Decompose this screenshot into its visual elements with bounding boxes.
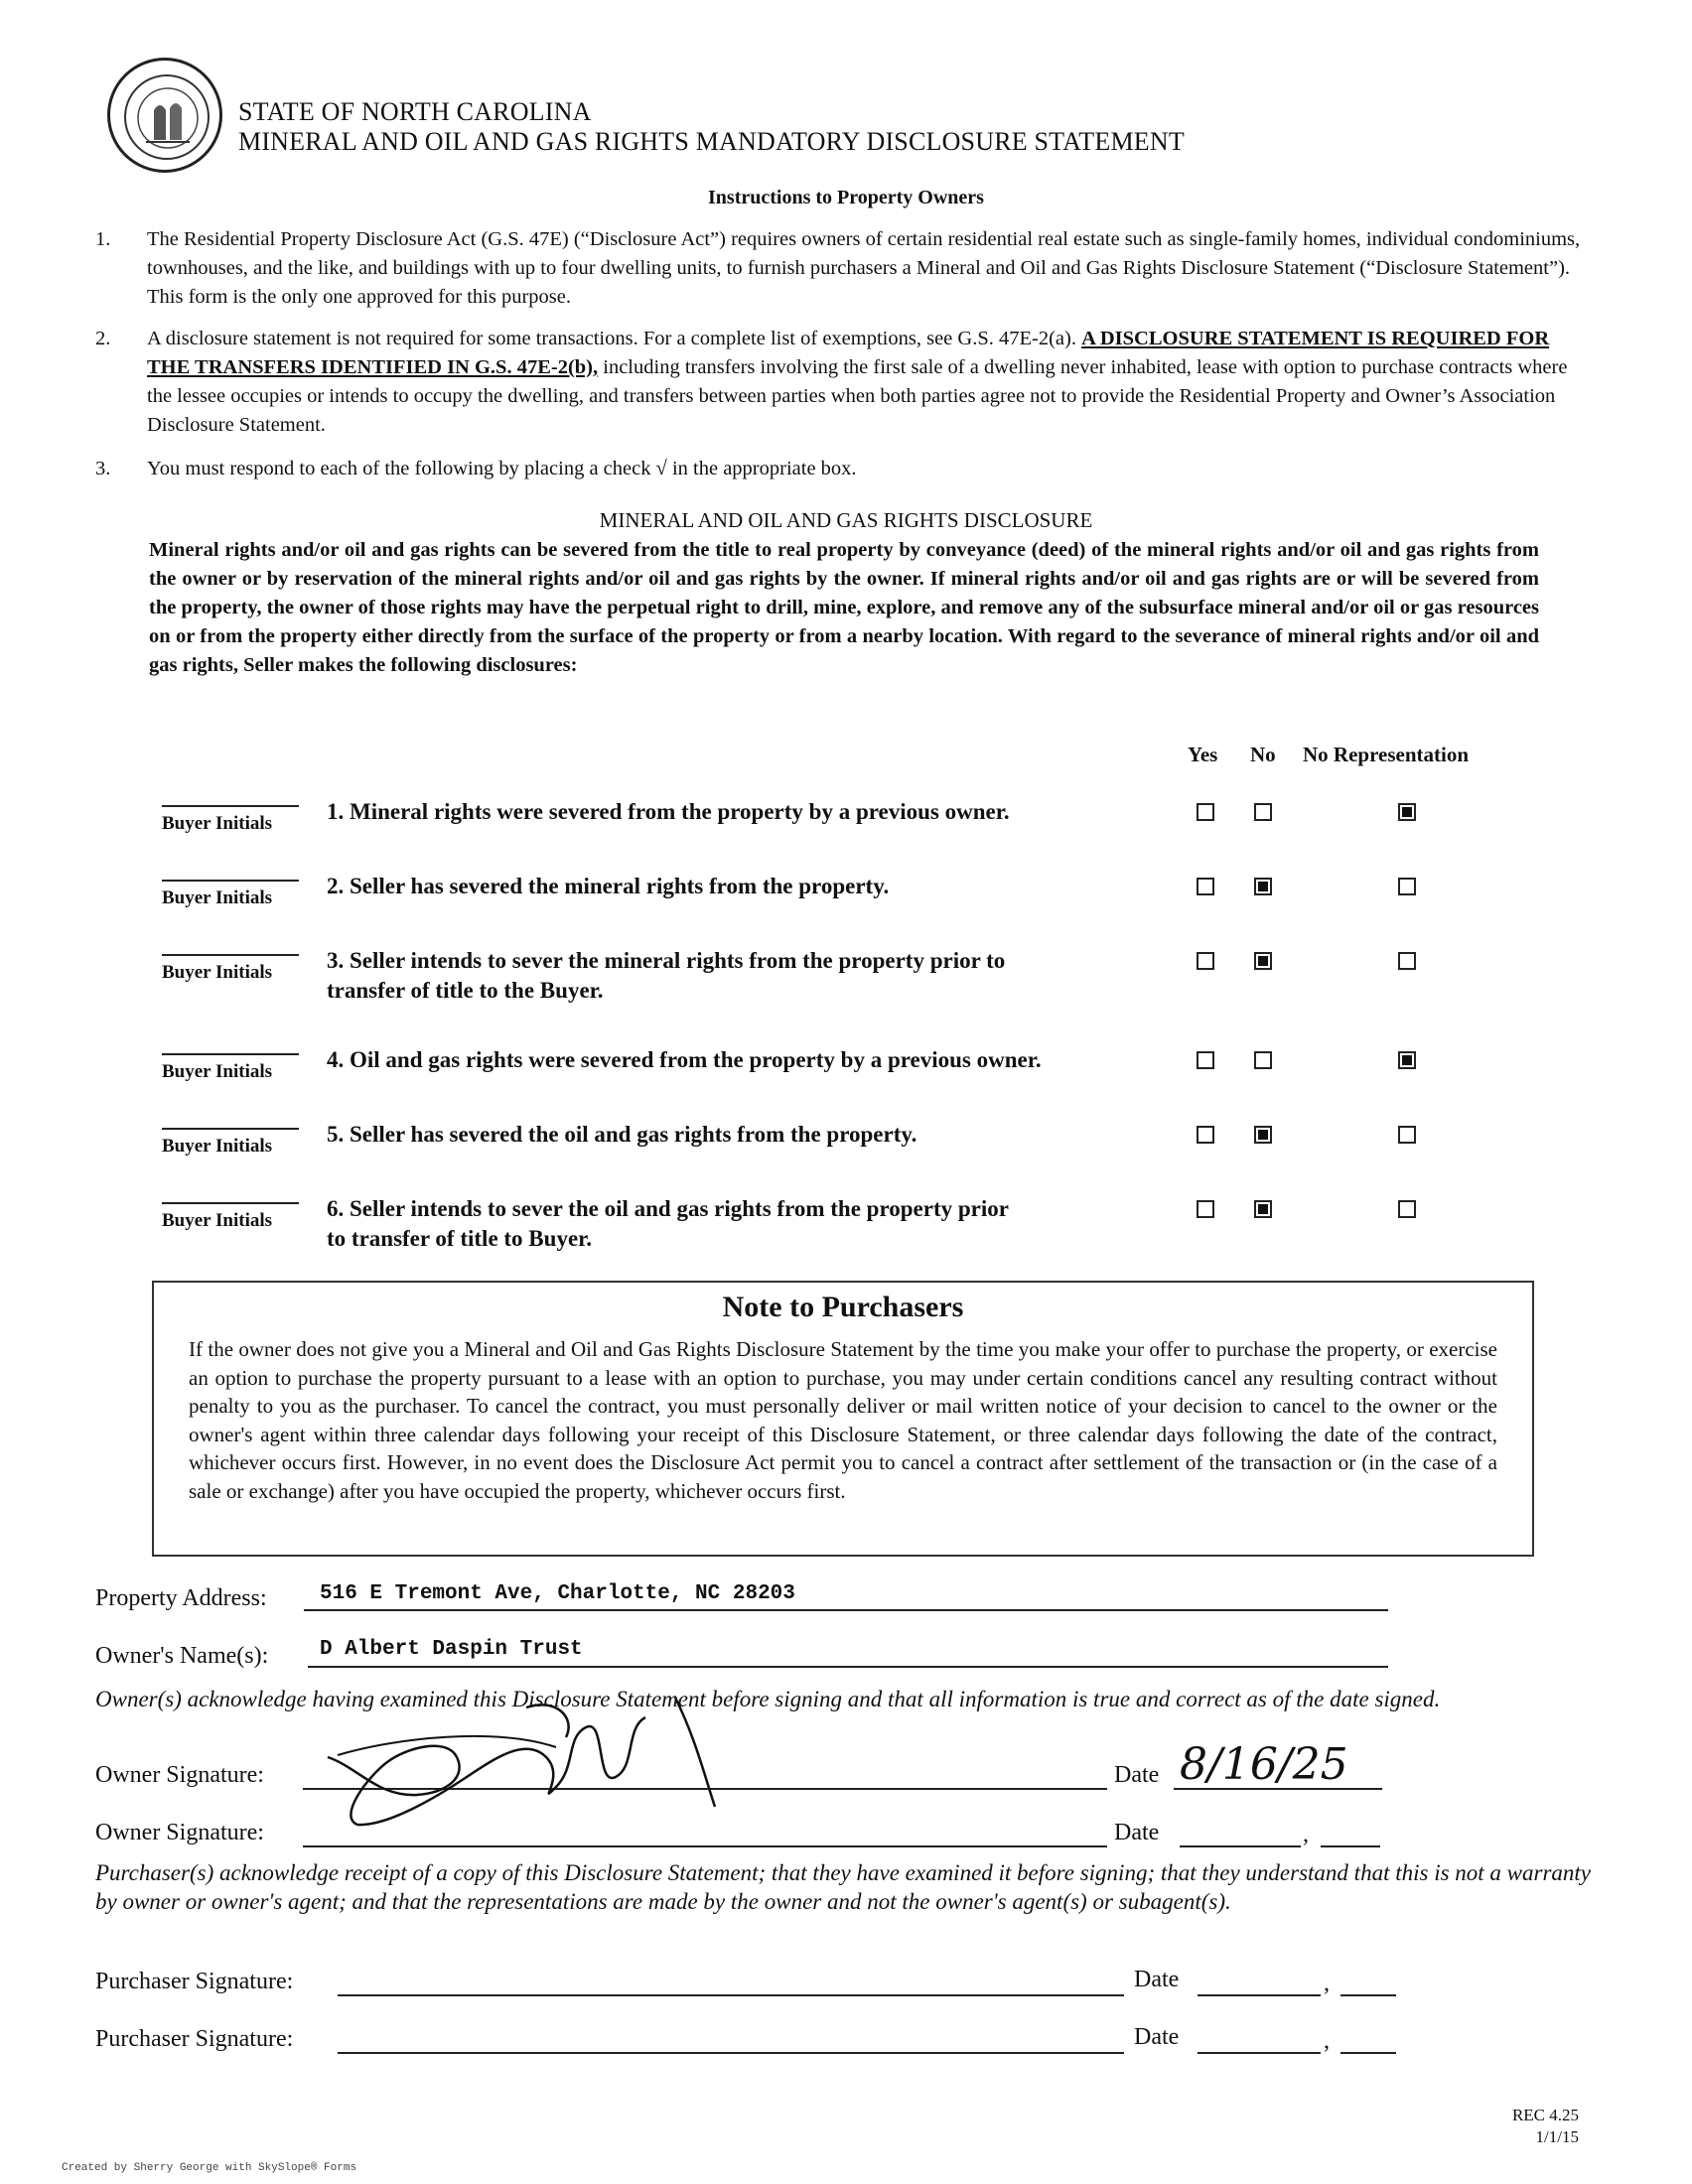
buyer-initials-line[interactable] — [162, 1053, 299, 1055]
owners-name-value: D Albert Daspin Trust — [320, 1638, 583, 1661]
buyer-initials-line[interactable] — [162, 1202, 299, 1204]
disclosure-statement-line-1: 1. Mineral rights were severed from the property by a previous owner. — [327, 799, 1010, 824]
purchaser-date-label-2: Date — [1134, 2024, 1180, 2050]
instruction-text-b: including transfers involving the first sale of a dwelling never inhabited, lease with option to purchase contracts where the lessee occupies or intends to occupy the dwelling, and transfers between parties when both parties agree not to provide the Residential Property and Owner’s Association Disclosure Statement. — [147, 356, 1568, 436]
checkbox-no[interactable] — [1254, 803, 1272, 821]
checkbox-yes[interactable] — [1197, 878, 1214, 895]
disclosure-statement — [327, 1194, 1171, 1254]
owner-signature-label-1: Owner Signature: — [95, 1762, 264, 1788]
purchaser-acknowledgement: Purchaser(s) acknowledge receipt of a copy of this Disclosure Statement; that they have examined it before signing; that they understand that this is not a warranty by owner or owner's agent; and that the representations are made by the owner and not the owner's agent(s) or subagent(s). — [95, 1860, 1592, 1914]
column-header-yes: Yes — [1188, 743, 1218, 766]
state-seal-icon — [107, 58, 222, 173]
instruction-text — [147, 325, 1585, 440]
checkbox-yes[interactable] — [1197, 952, 1214, 970]
checkbox-no[interactable] — [1254, 878, 1272, 895]
buyer-initials-label: Buyer Initials — [162, 962, 273, 983]
property-address-label: Property Address: — [95, 1585, 267, 1611]
disclosure-statement-line-1: 3. Seller intends to sever the mineral rights from the property prior to — [327, 948, 1006, 973]
disclosure-statement — [327, 872, 1171, 901]
instructions-heading: Instructions to Property Owners — [708, 187, 984, 208]
instruction-item-1 — [95, 225, 1585, 315]
column-header-no-representation: No Representation — [1303, 743, 1470, 766]
purchaser-date-month-line-1[interactable] — [1198, 1969, 1321, 1996]
owner-date-value-1: 8/16/25 — [1180, 1739, 1348, 1790]
disclosure-statement-line-2: transfer of title to the Buyer. — [327, 978, 604, 1003]
note-body: If the owner does not give you a Mineral and Oil and Gas Rights Disclosure Statement by the time you make your offer to purchase the property, or exercise an option to purchase the property pursuant to a lease with an option to purchase, you may under certain conditions cancel any resulting contract without penalty to you as the purchaser. To cancel the contract, you must personally deliver or mail written notice of your decision to cancel to the owner or the owner's agent within three calendar days following your receipt of this Disclosure Statement, or three calendar days following the date of the contract, whichever occurs first. However, in no event does the Disclosure Act permit you to cancel a contract after settlement of the transaction or (in the case of a sale or exchange) after you have occupied the property, whichever occurs first. — [189, 1337, 1497, 1503]
title-line-2: MINERAL AND OIL AND GAS RIGHTS MANDATORY DISCLOSURE STATEMENT — [238, 127, 1185, 156]
purchaser-signature-label-2: Purchaser Signature: — [95, 2026, 294, 2052]
checkbox-no-representation[interactable] — [1398, 803, 1416, 821]
checkbox-yes[interactable] — [1197, 803, 1214, 821]
purchaser-date-comma-2: , — [1324, 2028, 1330, 2054]
instruction-number: 2. — [95, 328, 111, 349]
column-header-no: No — [1250, 743, 1276, 766]
buyer-initials-label: Buyer Initials — [162, 1210, 273, 1231]
purchaser-date-month-line-2[interactable] — [1198, 2026, 1321, 2054]
owner-signature-label-2: Owner Signature: — [95, 1820, 264, 1845]
disclosure-heading: MINERAL AND OIL AND GAS RIGHTS DISCLOSURE — [599, 508, 1093, 532]
disclosure-statement-line-1: 5. Seller has severed the oil and gas rights from the property. — [327, 1122, 917, 1147]
property-address-value: 516 E Tremont Ave, Charlotte, NC 28203 — [320, 1582, 795, 1605]
form-title — [238, 97, 1185, 157]
disclosure-body: Mineral rights and/or oil and gas rights can be severed from the title to real property by conveyance (deed) of the mineral rights and/or oil and gas rights from the owner or by reservation of the mineral rights and/or oil and gas rights by the owner. If mineral rights and/or oil and gas rights are or will be severed from the property, the owner of those rights may have the perpetual right to drill, mine, explore, and remove any of the subsurface mineral and/or oil or gas resources on or from the property either directly from the surface of the property or from a nearby location. With regard to the severance of mineral rights and/or oil and gas rights, Seller makes the following disclosures: — [149, 539, 1539, 676]
disclosure-statement-line-1: 6. Seller intends to sever the oil and gas rights from the property prior — [327, 1196, 1009, 1221]
buyer-initials-line[interactable] — [162, 805, 299, 807]
owner-acknowledgement: Owner(s) acknowledge having examined this Disclosure Statement before signing and that all information is true and correct as of the date signed. — [95, 1687, 1441, 1711]
checkbox-no-representation[interactable] — [1398, 1051, 1416, 1069]
disclosure-statement — [327, 797, 1171, 827]
footer-credit: Created by Sherry George with SkySlope® Forms — [62, 2162, 357, 2174]
disclosure-statement — [327, 1045, 1171, 1075]
owner-date-month-line-2[interactable] — [1180, 1820, 1301, 1847]
buyer-initials-label: Buyer Initials — [162, 1061, 273, 1082]
checkbox-no[interactable] — [1254, 1126, 1272, 1144]
checkbox-yes[interactable] — [1197, 1051, 1214, 1069]
purchaser-signature-line-2[interactable] — [338, 2026, 1124, 2054]
form-code: REC 4.25 — [1511, 2106, 1579, 2124]
instruction-item-2 — [95, 325, 1585, 444]
instruction-text-underlined: A DISCLOSURE STATEMENT IS REQUIRED FOR THE TRANSFERS IDENTIFIED IN G.S. 47E-2(b), — [147, 328, 1550, 378]
buyer-initials-line[interactable] — [162, 954, 299, 956]
buyer-initials-line[interactable] — [162, 880, 299, 882]
form-date: 1/1/15 — [1535, 2127, 1579, 2146]
purchaser-date-label-1: Date — [1134, 1967, 1180, 1992]
instruction-text: The Residential Property Disclosure Act (G.S. 47E) (“Disclosure Act”) requires owners of certain residential real estate such as single-family homes, individual condominiums, townhouses, and the like, and buildings with up to four dwelling units, to furnish purchasers a Mineral and Oil and Gas Rights Disclosure Statement (“Disclosure Statement”). This form is the only one approved for this purpose. — [147, 228, 1581, 308]
purchaser-signature-line-1[interactable] — [338, 1969, 1124, 1996]
instruction-text-a: A disclosure statement is not required for some transactions. For a complete list of exemptions, see G.S. 47E-2(a). — [147, 328, 1082, 349]
disclosure-statement-line-2: to transfer of title to Buyer. — [327, 1226, 592, 1251]
owner-signature-image — [298, 1678, 755, 1827]
checkbox-no-representation[interactable] — [1398, 952, 1416, 970]
disclosure-statement — [327, 1120, 1171, 1150]
owner-date-year-line-2[interactable] — [1321, 1820, 1380, 1847]
instruction-item-3 — [95, 455, 1585, 484]
instruction-number: 3. — [95, 458, 111, 479]
checkbox-no[interactable] — [1254, 952, 1272, 970]
disclosure-statement — [327, 946, 1171, 1006]
buyer-initials-label: Buyer Initials — [162, 813, 273, 834]
purchaser-signature-label-1: Purchaser Signature: — [95, 1969, 294, 1994]
title-line-1: STATE OF NORTH CAROLINA — [238, 97, 592, 126]
owner-date-label-2: Date — [1114, 1820, 1160, 1845]
checkbox-yes[interactable] — [1197, 1126, 1214, 1144]
checkbox-no-representation[interactable] — [1398, 878, 1416, 895]
checkbox-yes[interactable] — [1197, 1200, 1214, 1218]
instruction-number: 1. — [95, 228, 111, 250]
buyer-initials-label: Buyer Initials — [162, 1136, 273, 1157]
instruction-text: You must respond to each of the following by placing a check √ in the appropriate box. — [147, 458, 857, 479]
owner-date-label-1: Date — [1114, 1762, 1160, 1788]
checkbox-no[interactable] — [1254, 1051, 1272, 1069]
disclosure-statement-line-1: 2. Seller has severed the mineral rights from the property. — [327, 874, 890, 898]
note-title: Note to Purchasers — [722, 1291, 964, 1323]
owner-date-comma-2: , — [1303, 1822, 1309, 1847]
checkbox-no[interactable] — [1254, 1200, 1272, 1218]
owner-signature-line-2[interactable] — [303, 1820, 1107, 1847]
disclosure-statement-line-1: 4. Oil and gas rights were severed from the property by a previous owner. — [327, 1047, 1042, 1072]
buyer-initials-label: Buyer Initials — [162, 887, 273, 908]
purchaser-date-year-line-1[interactable] — [1340, 1969, 1396, 1996]
purchaser-date-year-line-2[interactable] — [1340, 2026, 1396, 2054]
purchaser-date-comma-1: , — [1324, 1971, 1330, 1996]
checkbox-no-representation[interactable] — [1398, 1126, 1416, 1144]
owners-name-label: Owner's Name(s): — [95, 1643, 269, 1669]
buyer-initials-line[interactable] — [162, 1128, 299, 1130]
checkbox-no-representation[interactable] — [1398, 1200, 1416, 1218]
form-id — [1410, 2105, 1579, 2148]
